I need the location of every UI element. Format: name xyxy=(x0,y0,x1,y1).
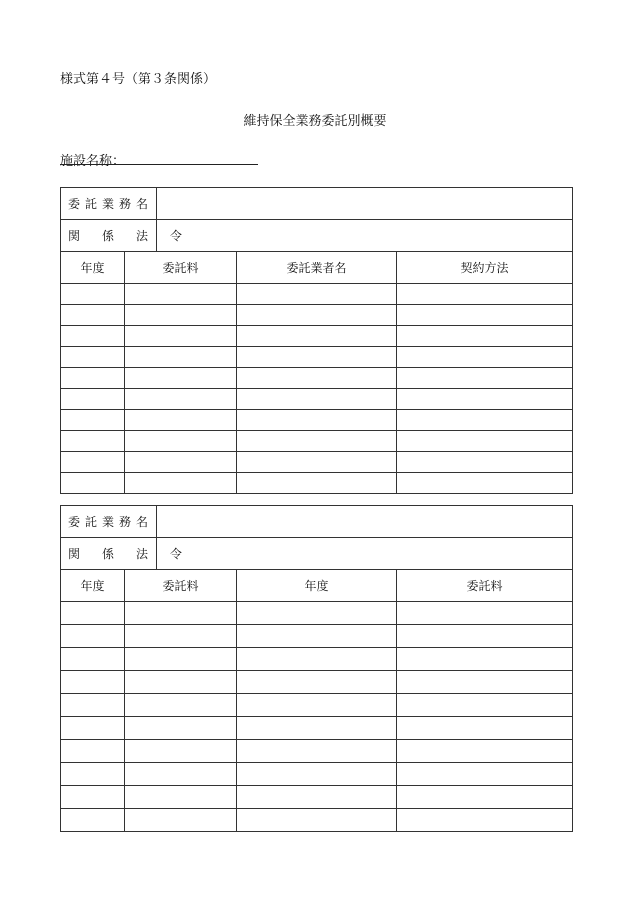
cell-fee-2[interactable] xyxy=(397,602,573,625)
cell-year[interactable] xyxy=(61,717,125,740)
page-title: 維持保全業務委託別概要 xyxy=(243,114,387,129)
table-row xyxy=(61,602,573,625)
cell-year[interactable] xyxy=(61,305,125,326)
cell-fee-2[interactable] xyxy=(397,809,573,832)
header-fee-2: 委託料 xyxy=(397,570,573,602)
cell-contract-method[interactable] xyxy=(397,410,573,431)
form-number: 様式第４号（第３条関係） xyxy=(60,72,217,87)
cell-contract-method[interactable] xyxy=(397,473,573,494)
related-laws-label: 関 係 法 令 xyxy=(61,538,157,570)
cell-year-2[interactable] xyxy=(237,740,397,763)
cell-fee[interactable] xyxy=(125,410,237,431)
cell-year-2[interactable] xyxy=(237,763,397,786)
table-row xyxy=(61,284,573,305)
cell-contractor[interactable] xyxy=(237,410,397,431)
table-row xyxy=(61,671,573,694)
contract-name-label: 委託業務名 xyxy=(61,506,157,538)
header-contractor: 委託業者名 xyxy=(237,252,397,284)
cell-year[interactable] xyxy=(61,648,125,671)
cell-contractor[interactable] xyxy=(237,284,397,305)
cell-contract-method[interactable] xyxy=(397,389,573,410)
cell-year[interactable] xyxy=(61,786,125,809)
table-row xyxy=(61,368,573,389)
table-row xyxy=(61,740,573,763)
cell-fee-2[interactable] xyxy=(397,786,573,809)
table-row xyxy=(61,786,573,809)
cell-fee[interactable] xyxy=(125,763,237,786)
cell-contractor[interactable] xyxy=(237,389,397,410)
cell-year-2[interactable] xyxy=(237,786,397,809)
cell-fee[interactable] xyxy=(125,694,237,717)
table-row xyxy=(61,347,573,368)
cell-contractor[interactable] xyxy=(237,473,397,494)
cell-fee[interactable] xyxy=(125,671,237,694)
cell-year[interactable] xyxy=(61,625,125,648)
cell-year[interactable] xyxy=(61,368,125,389)
cell-contract-method[interactable] xyxy=(397,347,573,368)
cell-contract-method[interactable] xyxy=(397,452,573,473)
cell-contractor[interactable] xyxy=(237,431,397,452)
table-row xyxy=(61,625,573,648)
cell-contract-method[interactable] xyxy=(397,368,573,389)
cell-contract-method[interactable] xyxy=(397,431,573,452)
cell-year[interactable] xyxy=(61,347,125,368)
cell-fee[interactable] xyxy=(125,389,237,410)
cell-year-2[interactable] xyxy=(237,671,397,694)
table-row xyxy=(61,717,573,740)
cell-contract-method[interactable] xyxy=(397,305,573,326)
cell-fee[interactable] xyxy=(125,648,237,671)
table-row xyxy=(61,431,573,452)
table-row xyxy=(61,473,573,494)
cell-fee[interactable] xyxy=(125,305,237,326)
cell-year-2[interactable] xyxy=(237,602,397,625)
cell-fee-2[interactable] xyxy=(397,625,573,648)
cell-fee-2[interactable] xyxy=(397,740,573,763)
cell-fee[interactable] xyxy=(125,809,237,832)
cell-contractor[interactable] xyxy=(237,347,397,368)
contract-table-1 xyxy=(60,187,573,494)
table-row xyxy=(61,809,573,832)
header-row xyxy=(61,570,573,602)
cell-fee-2[interactable] xyxy=(397,648,573,671)
facility-name-label: 施設名称： xyxy=(60,154,126,169)
cell-fee[interactable] xyxy=(125,284,237,305)
facility-name-underline[interactable] xyxy=(60,164,258,165)
cell-year-2[interactable] xyxy=(237,625,397,648)
cell-year-2[interactable] xyxy=(237,694,397,717)
cell-fee[interactable] xyxy=(125,740,237,763)
cell-fee[interactable] xyxy=(125,368,237,389)
cell-year[interactable] xyxy=(61,326,125,347)
cell-fee[interactable] xyxy=(125,625,237,648)
header-fee: 委託料 xyxy=(125,252,237,284)
contract-name-field[interactable] xyxy=(157,506,573,538)
cell-fee-2[interactable] xyxy=(397,694,573,717)
related-laws-label: 関 係 法 令 xyxy=(61,220,157,252)
cell-fee-2[interactable] xyxy=(397,763,573,786)
header-year: 年度 xyxy=(61,570,125,602)
table-row xyxy=(61,694,573,717)
cell-year[interactable] xyxy=(61,284,125,305)
cell-fee-2[interactable] xyxy=(397,671,573,694)
cell-fee[interactable] xyxy=(125,473,237,494)
cell-fee[interactable] xyxy=(125,786,237,809)
table-row xyxy=(61,648,573,671)
cell-year[interactable] xyxy=(61,602,125,625)
cell-contractor[interactable] xyxy=(237,368,397,389)
cell-year[interactable] xyxy=(61,694,125,717)
cell-contract-method[interactable] xyxy=(397,284,573,305)
table-row xyxy=(61,389,573,410)
cell-fee[interactable] xyxy=(125,602,237,625)
header-year: 年度 xyxy=(61,252,125,284)
cell-year[interactable] xyxy=(61,809,125,832)
contract-table-2 xyxy=(60,505,573,832)
header-contract-method: 契約方法 xyxy=(397,252,573,284)
cell-contractor[interactable] xyxy=(237,326,397,347)
header-year-2: 年度 xyxy=(237,570,397,602)
cell-year-2[interactable] xyxy=(237,717,397,740)
contract-name-row xyxy=(61,188,573,220)
related-laws-row xyxy=(61,220,573,252)
contract-name-row xyxy=(61,506,573,538)
cell-fee[interactable] xyxy=(125,347,237,368)
table-row xyxy=(61,410,573,431)
contract-name-field[interactable] xyxy=(157,188,573,220)
cell-contractor[interactable] xyxy=(237,452,397,473)
cell-year[interactable] xyxy=(61,410,125,431)
related-laws-field[interactable] xyxy=(157,220,573,252)
cell-year[interactable] xyxy=(61,431,125,452)
header-row xyxy=(61,252,573,284)
cell-fee[interactable] xyxy=(125,452,237,473)
cell-year[interactable] xyxy=(61,473,125,494)
table-row xyxy=(61,763,573,786)
table-row xyxy=(61,326,573,347)
cell-contractor[interactable] xyxy=(237,305,397,326)
header-fee: 委託料 xyxy=(125,570,237,602)
cell-fee-2[interactable] xyxy=(397,717,573,740)
cell-fee[interactable] xyxy=(125,326,237,347)
cell-fee[interactable] xyxy=(125,431,237,452)
cell-year[interactable] xyxy=(61,671,125,694)
cell-fee[interactable] xyxy=(125,717,237,740)
cell-contract-method[interactable] xyxy=(397,326,573,347)
table-row xyxy=(61,305,573,326)
contract-name-label: 委託業務名 xyxy=(61,188,157,220)
cell-year[interactable] xyxy=(61,389,125,410)
cell-year[interactable] xyxy=(61,452,125,473)
related-laws-row xyxy=(61,538,573,570)
cell-year[interactable] xyxy=(61,763,125,786)
related-laws-field[interactable] xyxy=(157,538,573,570)
cell-year-2[interactable] xyxy=(237,809,397,832)
cell-year-2[interactable] xyxy=(237,648,397,671)
cell-year[interactable] xyxy=(61,740,125,763)
table-row xyxy=(61,452,573,473)
